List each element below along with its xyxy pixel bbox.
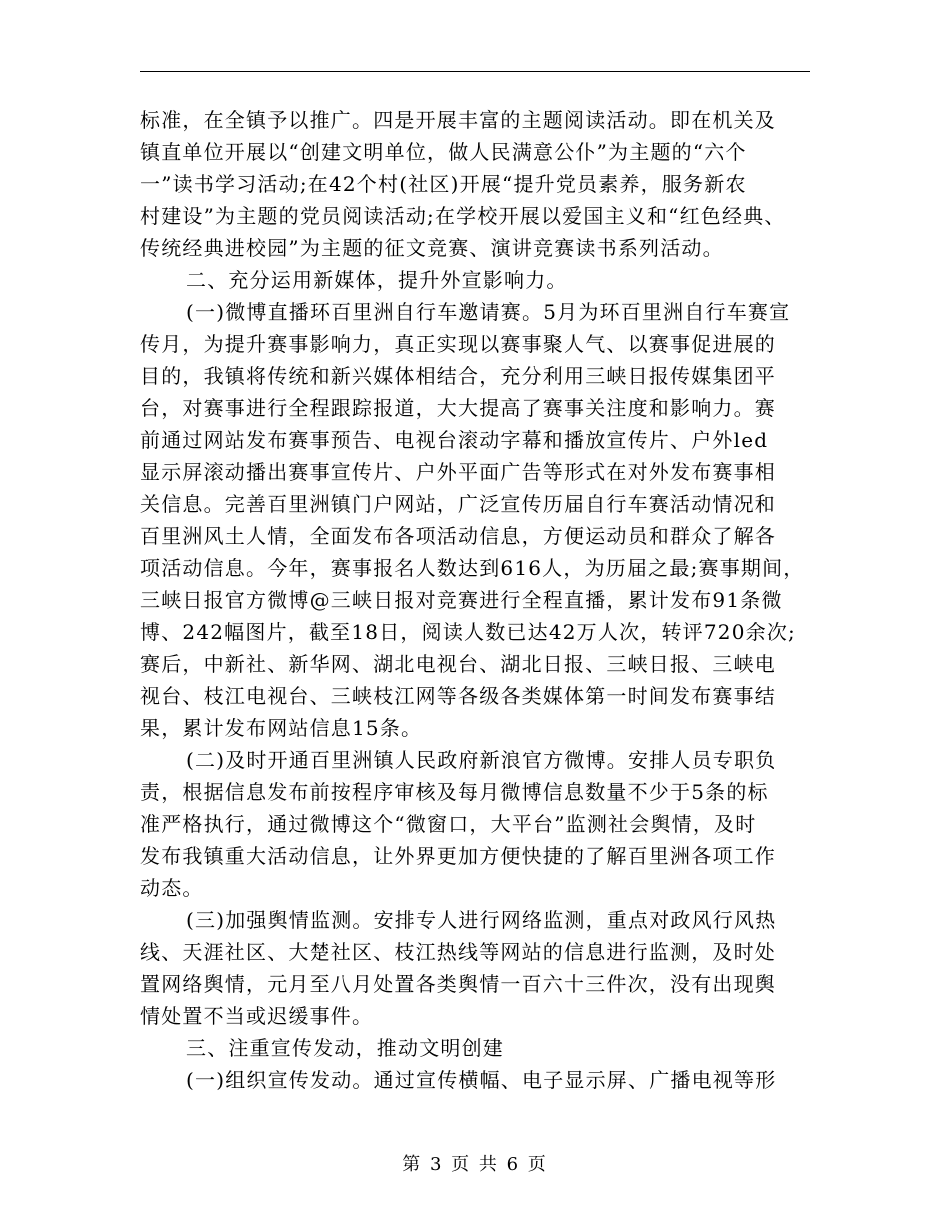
section-heading: 二、充分运用新媒体，提升外宣影响力。: [186, 268, 568, 292]
text-line: 发布我镇重大活动信息，让外界更加方便快捷的了解百里洲各项工作: [140, 844, 776, 868]
text-line: 村建设”为主题的党员阅读活动;在学校开展以爱国主义和“红色经典、: [140, 204, 786, 228]
text-line: 一”读书学习活动;在42个村(社区)开展“提升党员素养，服务新农: [140, 172, 747, 196]
text-line: 显示屏滚动播出赛事宣传片、户外平面广告等形式在对外发布赛事相: [140, 460, 776, 484]
text-line: 传月，为提升赛事影响力，真正实现以赛事聚人气、以赛事促进展的: [140, 332, 776, 356]
text-line: 博、242幅图片，截至18日，阅读人数已达42万人次，转评720余次;: [140, 620, 796, 644]
text-line: 前通过网站发布赛事预告、电视台滚动字幕和播放宣传片、户外led: [140, 428, 769, 452]
section-heading: 三、注重宣传发动，推动文明创建: [186, 1036, 504, 1060]
text-line: 线、天涯社区、大楚社区、枝江热线等网站的信息进行监测，及时处: [140, 940, 776, 964]
text-line: 三峡日报官方微博@三峡日报对竞赛进行全程直播，累计发布91条微: [140, 588, 783, 612]
text-line: 传统经典进校园”为主题的征文竞赛、演讲竞赛读书系列活动。: [140, 236, 724, 260]
text-line: 视台、枝江电视台、三峡枝江网等各级各类媒体第一时间发布赛事结: [140, 684, 776, 708]
text-line: 动态。: [140, 876, 204, 900]
text-line: 准严格执行，通过微博这个“微窗口，大平台”监测社会舆情，及时: [140, 812, 757, 836]
text-line: (一)组织宣传发动。通过宣传横幅、电子显示屏、广播电视等形: [186, 1068, 777, 1092]
text-line: (二)及时开通百里洲镇人民政府新浪官方微博。安排人员专职负: [186, 748, 777, 772]
page-footer: 第 3 页 共 6 页: [402, 1154, 548, 1175]
text-line: 标准，在全镇予以推广。四是开展丰富的主题阅读活动。即在机关及: [140, 108, 776, 132]
text-line: (三)加强舆情监测。安排专人进行网络监测，重点对政风行风热: [186, 908, 777, 932]
text-line: 赛后，中新社、新华网、湖北电视台、湖北日报、三峡日报、三峡电: [140, 652, 776, 676]
text-line: 项活动信息。今年，赛事报名人数达到616人，为历届之最;赛事期间，: [140, 556, 805, 580]
document-body: [140, 104, 820, 1096]
text-line: 关信息。完善百里洲镇门户网站，广泛宣传历届自行车赛活动情况和: [140, 492, 776, 516]
text-line: 责，根据信息发布前按程序审核及每月微博信息数量不少于5条的标: [140, 780, 769, 804]
text-line: 果，累计发布网站信息15条。: [140, 716, 423, 740]
text-line: 置网络舆情，元月至八月处置各类舆情一百六十三件次，没有出现舆: [140, 972, 776, 996]
text-line: 目的，我镇将传统和新兴媒体相结合，充分利用三峡日报传媒集团平: [140, 364, 776, 388]
header-rule: [140, 71, 810, 72]
text-line: (一)微博直播环百里洲自行车邀请赛。5月为环百里洲自行车赛宣: [186, 300, 791, 324]
text-line: 百里洲风土人情，全面发布各项活动信息，方便运动员和群众了解各: [140, 524, 776, 548]
text-line: 镇直单位开展以“创建文明单位，做人民满意公仆”为主题的“六个: [140, 140, 747, 164]
text-line: 情处置不当或迟缓事件。: [140, 1004, 374, 1028]
text-line: 台，对赛事进行全程跟踪报道，大大提高了赛事关注度和影响力。赛: [140, 396, 776, 420]
